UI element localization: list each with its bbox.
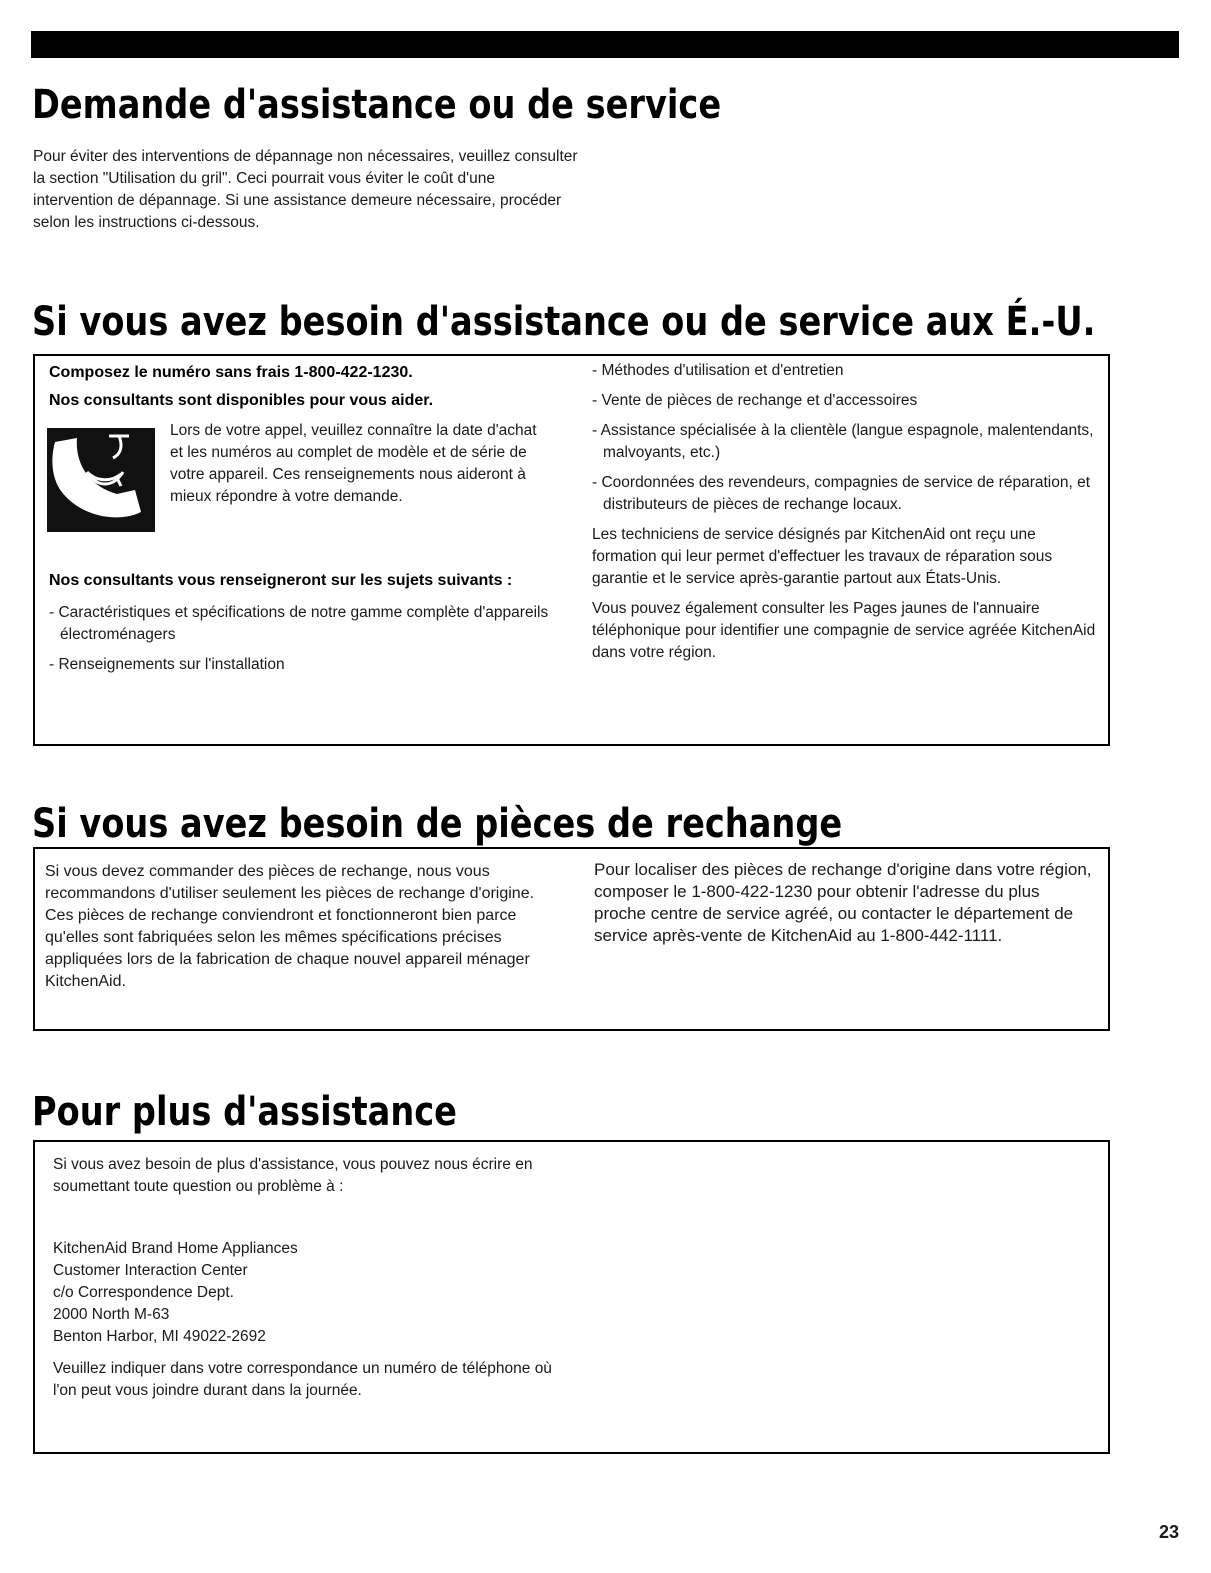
- address-line: KitchenAid Brand Home Appliances: [53, 1240, 298, 1257]
- consultants-available-line: Nos consultants sont disponibles pour vous aider.: [49, 392, 434, 409]
- intro-paragraph: Pour éviter des interventions de dépannage non nécessaires, veuillez consulter la section "Utilisation du gril". Ceci pourrait vous éviter le coût d'une intervention de dépannage. Si une assistance demeure nécessaire, procéder selon les instructions ci-dessous.: [33, 148, 578, 231]
- toll-free-line: Composez le numéro sans frais 1-800-422-1230.: [49, 364, 413, 381]
- technicians-paragraph: Les techniciens de service désignés par KitchenAid ont reçu une formation qui leur permet d'effectuer les travaux de réparation sous garantie et le service après-garantie partout aux États-Unis.: [592, 526, 1053, 587]
- topic-item: - Coordonnées des revendeurs, compagnies de service de réparation, et distributeurs de pièces de rechange locaux.: [592, 474, 1091, 513]
- mailing-address: [53, 1238, 553, 1348]
- section-title-us-service: Si vous avez besoin d'assistance ou de service aux É.-U.: [32, 299, 1096, 345]
- topic-item: - Vente de pièces de rechange et d'accessoires: [592, 392, 918, 409]
- section-title-demande: Demande d'assistance ou de service: [32, 82, 722, 128]
- topic-item: - Caractéristiques et spécifications de notre gamme complète d'appareils électroménagers: [49, 604, 549, 643]
- address-line: c/o Correspondence Dept.: [53, 1284, 234, 1301]
- parts-left-text: Si vous devez commander des pièces de rechange, nous vous recommandons d'utiliser seulement les pièces de rechange d'origine. Ces pièces de rechange conviendront et fonctionneront bien parce qu'elles sont fabriquées selon les mêmes spécifications précises appliquées lors de la fabrication de chaque nouvel appareil ménager KitchenAid.: [45, 863, 535, 990]
- topic-item: - Méthodes d'utilisation et d'entretien: [592, 362, 844, 379]
- correspondence-note: Veuillez indiquer dans votre correspondance un numéro de téléphone où l'on peut vous joindre durant dans la journée.: [53, 1360, 552, 1399]
- more-help-intro: Si vous avez besoin de plus d'assistance, vous pouvez nous écrire en soumettant toute question ou problème à :: [53, 1156, 533, 1195]
- top-rule-bar: [31, 31, 1179, 58]
- topic-item: - Renseignements sur l'installation: [49, 656, 285, 673]
- call-instructions-text: Lors de votre appel, veuillez connaître la date d'achat et les numéros au complet de modèle et de série de votre appareil. Ces renseignements nous aideront à mieux répondre à votre demande.: [170, 422, 537, 505]
- telephone-icon: [47, 428, 155, 532]
- more-help-box: [33, 1140, 1110, 1454]
- more-help-content: [53, 1154, 553, 1410]
- parts-right-column: [594, 859, 1094, 955]
- address-line: Customer Interaction Center: [53, 1262, 248, 1279]
- topics-left-column: [49, 570, 549, 684]
- parts-box: [33, 847, 1110, 1031]
- page-number: 23: [1158, 1522, 1179, 1542]
- topics-heading: Nos consultants vous renseigneront sur les sujets suivants :: [49, 572, 513, 589]
- section-title-parts: Si vous avez besoin de pièces de rechange: [32, 801, 843, 847]
- us-service-right-column: [592, 360, 1096, 672]
- section-title-more-help: Pour plus d'assistance: [32, 1089, 457, 1135]
- topic-item: - Assistance spécialisée à la clientèle (langue espagnole, malentendants, malvoyants, etc.): [592, 422, 1094, 461]
- yellow-pages-paragraph: Vous pouvez également consulter les Pages jaunes de l'annuaire téléphonique pour identifier une compagnie de service agréée KitchenAid dans votre région.: [592, 600, 1096, 661]
- parts-left-column: [45, 861, 557, 1001]
- parts-right-text: Pour localiser des pièces de rechange d'origine dans votre région, composer le 1-800-422-1230 pour obtenir l'adresse du plus proche centre de service agréé, ou contacter le département de service après-vente de KitchenAid au 1-800-442-1111.: [594, 860, 1092, 945]
- us-service-left-column: [49, 362, 549, 412]
- address-line: Benton Harbor, MI 49022-2692: [53, 1328, 266, 1345]
- call-instructions: [170, 420, 540, 508]
- us-service-box: [33, 354, 1110, 746]
- address-line: 2000 North M-63: [53, 1306, 170, 1323]
